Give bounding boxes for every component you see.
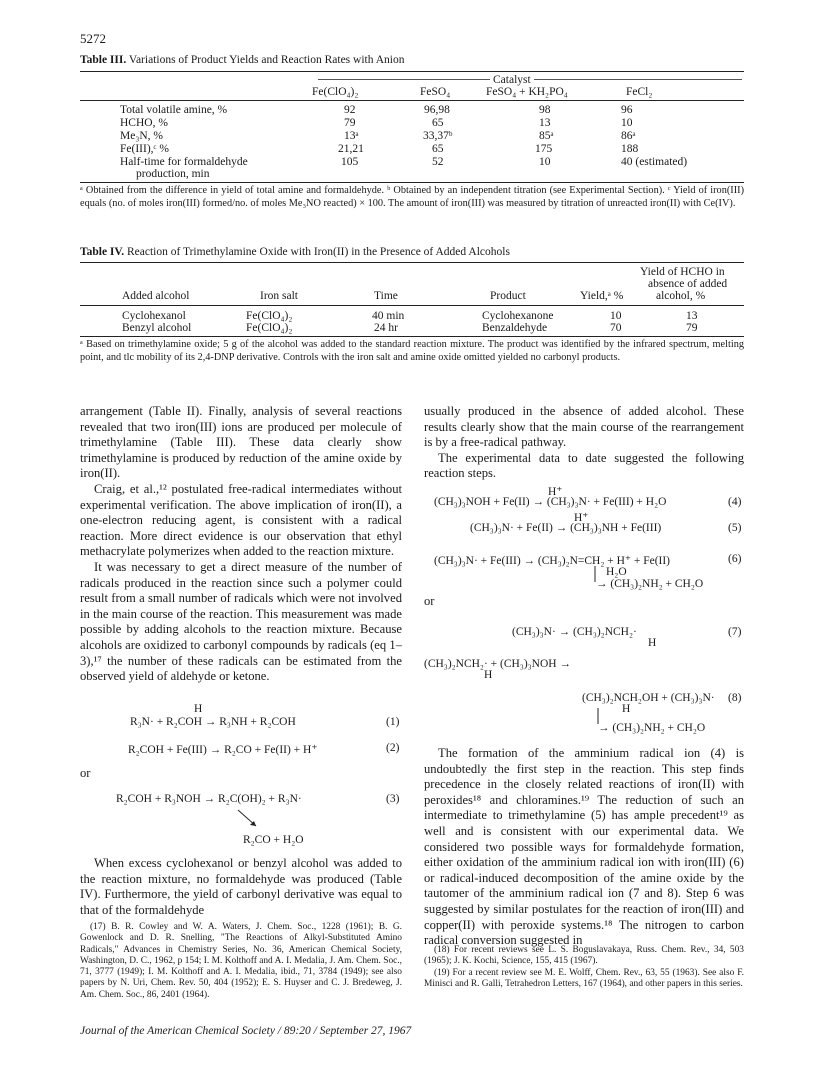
table3-cell: 52 — [432, 156, 444, 168]
equation-4-h: H⁺ — [548, 486, 563, 498]
equation-8a: (CH₃)₂NCH₂· + (CH₃)₃NOH → — [424, 658, 571, 670]
table3-cell: 79 — [344, 117, 356, 129]
table3-cell: 188 — [621, 143, 639, 155]
table3-cell: 10 — [539, 156, 551, 168]
equation-1: R₃N· + R₂COH → R₃NH + R₂COH — [130, 716, 296, 728]
table3-cell: 98 — [539, 104, 551, 116]
table3-cell: 92 — [344, 104, 356, 116]
table4-caption-text: Reaction of Trimethylamine Oxide with Iron(II) in the Presence of Added Alcohols — [126, 246, 510, 258]
equation-4-number: (4) — [728, 496, 742, 508]
equation-6-water: H₂O — [606, 566, 627, 578]
equation-8-product: → (CH₃)₂NH₂ + CH₂O — [598, 722, 706, 734]
table4-header: absence of added — [648, 278, 728, 290]
left-column-continued — [80, 856, 402, 918]
paragraph: usually produced in the absence of added alcohol. These results clearly show that the main course of the rearrangement is by a free-radical pathway. — [424, 404, 744, 450]
equation-8b-h: H — [622, 703, 631, 715]
equation-6: (CH₃)₃N· + Fe(III) → (CH₃)₂N=CH₂ + H⁺ + Fe(II) — [434, 555, 671, 567]
page-number: 5272 — [80, 31, 106, 46]
table3-cell: 40 (estimated) — [621, 156, 688, 168]
equation-2-number: (2) — [386, 742, 400, 754]
paragraph: The experimental data to date suggested the following reaction steps. — [424, 450, 744, 481]
equation-1-h: H — [194, 703, 203, 715]
equation-8-number: (8) — [728, 692, 742, 704]
table4-cell: 40 min — [372, 310, 405, 322]
table4-cell: Cyclohexanol — [122, 310, 186, 322]
table3-cell: 96 — [621, 104, 633, 116]
table3-col-header: FeCl₂ — [626, 86, 653, 98]
table4-cell: 70 — [610, 322, 622, 334]
table4-top-rule — [80, 262, 744, 263]
table4-header: Added alcohol — [122, 290, 190, 302]
equation-8a-h: H — [484, 669, 493, 681]
equation-4: (CH₃)₃NOH + Fe(II) → (CH₃)₃N· + Fe(III) + H₂O — [434, 496, 667, 508]
table4-cell: Cyclohexanone — [482, 310, 554, 322]
table3-top-rule — [80, 71, 744, 72]
table3-row-label: production, min — [136, 168, 210, 180]
table3-cell: 65 — [432, 117, 444, 129]
paragraph: The formation of the amminium radical ion (4) is undoubtedly the first step in the reaction. This step finds precedence in the closely related reactions of iron(II) with peroxides¹⁸ and chloramines.¹⁹ The reduction of such an intermediate to trimethylamine (5) has ample precedent¹⁹ as well and is consistent with our experimental data. We considered two possible ways for formaldehyde formation, either oxidation of the amminium radical ion with iron(III) (6) or radical-induced decomposition of the amine oxide by the tautomer of the amminium radical ion (7 and 8). Step 6 was suggested by similar postulates for the reaction of iron(III) and copper(II) with peroxide systems.¹⁸ The nitrogen to carbon radical conversion suggested in — [424, 746, 744, 948]
table4-header-rule — [80, 305, 744, 306]
table3-row-label: Me₃N, % — [120, 130, 163, 142]
paragraph: When excess cyclohexanol or benzyl alcohol was added to the reaction mixture, no formaldehyde was produced (Table IV). Furthermore, the yield of carbonyl derivative was equal to that of the formaldehyde — [80, 856, 402, 917]
table3-cell: 10 — [621, 117, 633, 129]
table3-cell: 13 — [539, 117, 551, 129]
equation-2: R₂COH + Fe(III) → R₂CO + Fe(II) + H⁺ — [128, 744, 318, 756]
reference: (17) B. R. Cowley and W. A. Waters, J. Chem. Soc., 1228 (1961); B. G. Gowenlock and D. R. Snelling, "The Reactions of Alkyl-Substituted Amino Radicals," Advances in Chemistry Series, No. 36, American Chemical Society, Washington, D. C., 1962, p 154; I. M. Kolthoff and A. I. Medalia, J. Am. Chem. Soc., 71, 3777 (1949); I. M. Kolthoff and A. I. Medalia, ibid., 71, 3784 (1949); see also papers by N. Uri, Chem. Rev. 50, 404 (1952); E. S. Huyser and C. J. Bredeweg, J. Am. Chem. Soc., 86, 2401 (1964). — [80, 922, 402, 1000]
equation-5-h: H⁺ — [574, 512, 589, 524]
table4-cell: Benzaldehyde — [482, 322, 548, 334]
right-column-continued — [424, 746, 744, 949]
table3-cell: 86ᵃ — [621, 130, 636, 142]
diagonal-arrow-icon — [236, 808, 260, 830]
table3-cell: 96,98 — [424, 104, 450, 116]
table4-bottom-rule — [80, 336, 744, 337]
left-column — [80, 404, 402, 685]
journal-footer: Journal of the American Chemical Society / 89:20 / September 27, 1967 — [80, 1025, 412, 1037]
references-right — [424, 945, 744, 990]
or-label: or — [80, 766, 91, 780]
paragraph: It was necessary to get a direct measure of the number of radicals produced in the reaction since such a polymer could result from a small number of radicals which were not involved in the main course of the reaction. This measurement was made possible by adding alcohols to the reaction mixture. Because alcohols are oxidized to carbonyl compounds by radicals (eq 1–3),¹⁷ the number of these radicals can be estimated from the observed yield of aldehyde or ketone. — [80, 559, 402, 684]
table3-cell: 65 — [432, 143, 444, 155]
table3-cell: 13ᵃ — [344, 130, 359, 142]
table4-cell: Benzyl alcohol — [122, 322, 192, 334]
reference: (18) For recent reviews see L. S. Boguslavakaya, Russ. Chem. Rev., 34, 503 (1965); J. K. Kochi, Science, 155, 415 (1967). — [424, 945, 744, 967]
table3-row-label: Fe(III),ᶜ % — [120, 143, 169, 155]
table4-cell: 10 — [610, 310, 622, 322]
right-column — [424, 404, 744, 482]
table3-caption-text: Variations of Product Yields and Reaction Rates with Anion — [128, 54, 405, 66]
table3-cell: 105 — [341, 156, 359, 168]
equation-7-number: (7) — [728, 626, 742, 638]
equation-6-number: (6) — [728, 553, 742, 565]
paragraph: arrangement (Table II). Finally, analysis of several reactions revealed that two iron(III) ions are produced per molecule of trimethylamine (Table III). These data clearly show trimethylamine is produced by reduction of the amine oxide by iron(II). — [80, 404, 402, 481]
table3-row-label: Half-time for formaldehyde — [120, 156, 248, 168]
table3-row-label: HCHO, % — [120, 117, 168, 129]
table4-header: Iron salt — [260, 290, 299, 302]
equation-8b: (CH₃)₂NCH₂OH + (CH₃)₃N· — [582, 692, 715, 704]
table4-header: Yield,ᵃ % — [580, 290, 624, 302]
equation-3-number: (3) — [386, 793, 400, 805]
equation-5-number: (5) — [728, 522, 742, 534]
table3-group-header: Catalyst — [490, 74, 534, 86]
table3-col-header: FeSO₄ + KH₂PO₄ — [486, 86, 568, 98]
table4-header: alcohol, % — [656, 290, 706, 302]
table4-footnote: ᵃ Based on trimethylamine oxide; 5 g of the alcohol was added to the standard reaction mixture. The product was identified by the infrared spectrum, melting point, and tlc mobility of its 2,4-DNP derivative. Controls with the iron salt and amine oxide omitted yielded no carbonyl products. — [80, 339, 744, 363]
table3-bottom-rule — [80, 182, 744, 183]
table3-footnote: ᵃ Obtained from the difference in yield of total amine and formaldehyde. ᵇ Obtained by an independent titration (see Experimental Section). ᶜ Yield of iron(III) equals (no. of moles iron(III) formed/no. of moles Me₃NO reacted) × 100. The amount of iron(III) was measured by titration of unreacted iron(II) with Ce(IV). — [80, 185, 744, 209]
table4-cell: 79 — [686, 322, 698, 334]
table3-header-rule — [80, 100, 744, 101]
equation-7-h: H — [648, 637, 657, 649]
table3-cell: 21,21 — [338, 143, 364, 155]
equation-3: R₂COH + R₃NOH → R₂C(OH)₂ + R₃N· — [116, 793, 302, 805]
table3-caption-label: Table III. — [80, 54, 127, 66]
table3-cell: 85ᵃ — [539, 130, 554, 142]
table3-cell: 175 — [535, 143, 553, 155]
equation-5: (CH₃)₃N· + Fe(II) → (CH₃)₃NH + Fe(III) — [470, 522, 662, 534]
table4-cell: Fe(ClO₄)₂ — [246, 310, 293, 322]
table3-col-header: Fe(ClO₄)₂ — [312, 86, 359, 98]
paragraph: Craig, et al.,¹² postulated free-radical intermediates without experimental verification. The above implication of iron(II), a one-electron reducing agent, is consistent with a radical reaction. More direct evidence is our observation that ethyl methacrylate polymerizes when added to the reaction mixture. — [80, 481, 402, 559]
table4-header: Time — [374, 290, 398, 302]
or-label: or — [424, 594, 435, 608]
references-left — [80, 922, 402, 1001]
equation-3-product: R₂CO + H₂O — [243, 834, 304, 846]
equation-7: (CH₃)₃N· → (CH₃)₂NCH₂· — [512, 626, 637, 638]
table4-header: Yield of HCHO in — [640, 266, 725, 278]
equation-6-product: → (CH₃)₂NH₂ + CH₂O — [596, 578, 704, 590]
equation-1-number: (1) — [386, 716, 400, 728]
table4-cell: 24 hr — [374, 322, 398, 334]
table3-row-label: Total volatile amine, % — [120, 104, 228, 116]
table4-caption-label: Table IV. — [80, 246, 125, 258]
table3-col-header: FeSO₄ — [420, 86, 451, 98]
table4-cell: Fe(ClO₄)₂ — [246, 322, 293, 334]
table3-caption — [80, 53, 404, 67]
reference: (19) For a recent review see M. E. Wolff, Chem. Rev., 63, 55 (1963). See also F. Minisci and R. Galli, Tetrahedron Letters, 167 (1964), and other papers in this series. — [424, 967, 744, 989]
table4-header: Product — [490, 290, 526, 302]
table3-cell: 33,37ᵇ — [423, 130, 453, 142]
table4-cell: 13 — [686, 310, 698, 322]
table4-caption — [80, 245, 510, 259]
